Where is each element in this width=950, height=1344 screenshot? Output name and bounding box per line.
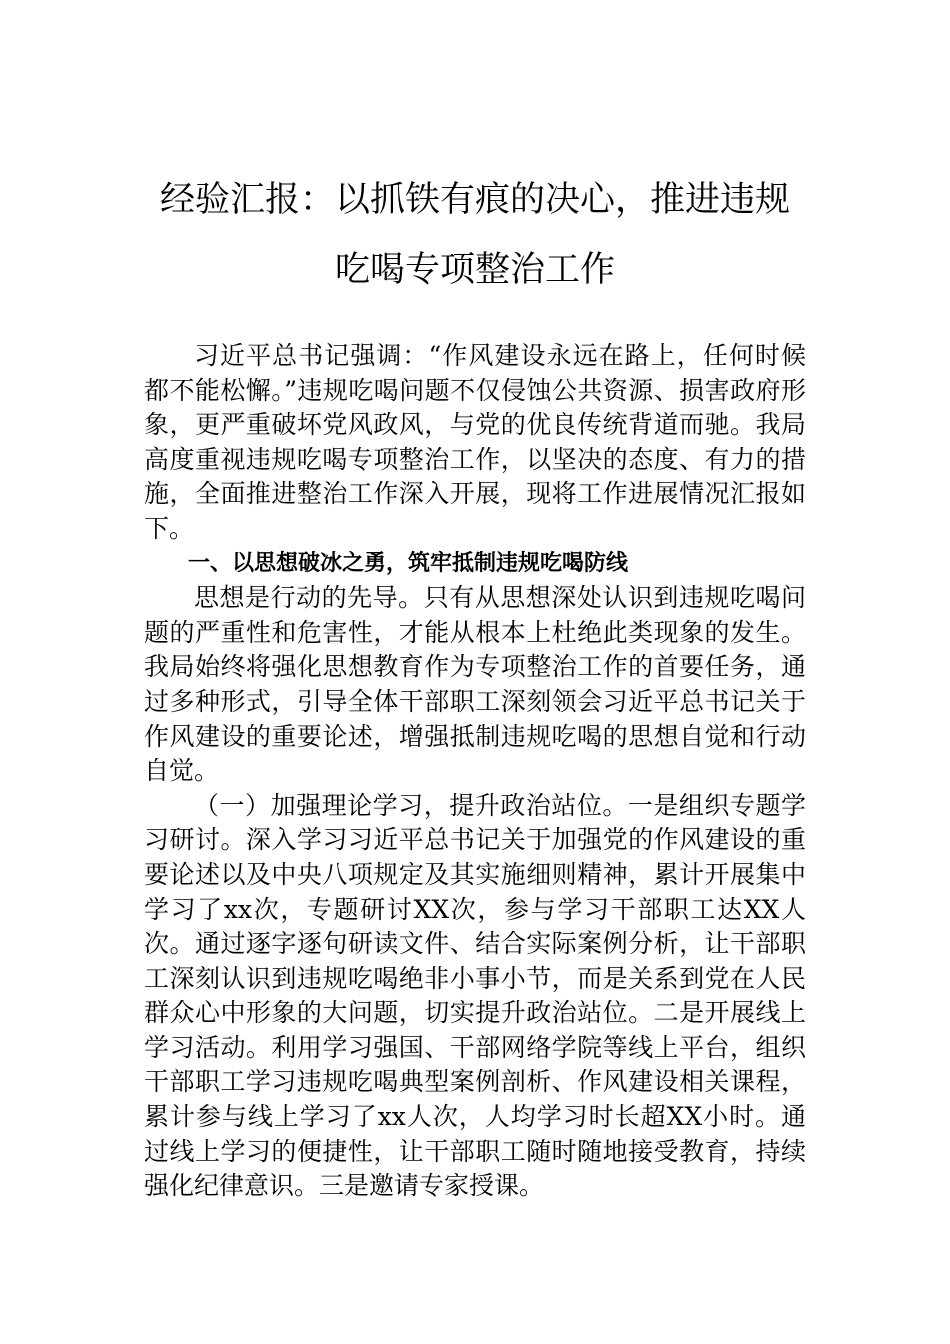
document-title-line-1: 经验汇报：以抓铁有痕的决心，推进违规 [159,180,790,220]
document-title-line-2: 吃喝专项整治工作 [334,250,615,290]
section-heading-1: 一、以思想破冰之勇，筑牢抵制违规吃喝防线 [188,550,629,576]
section-1-paragraph: 思想是行动的先导。只有从思想深处认识到违规吃喝问题的严重性和危害性，才能从根本上杜绝此类现象的发生。我局始终将强化思想教育作为专项整治工作的首要任务，通过多种形式，引导全体干部职工深刻领会习近平总书记关于作风建设的重要论述，增强抵制违规吃喝的思想自觉和行动自觉。 [144,583,806,786]
document-body [144,339,806,1204]
intro-paragraph: 习近平总书记强调：“作风建设永远在路上，任何时候都不能松懈。”违规吃喝问题不仅侵蚀公共资源、损害政府形象，更严重破坏党风政风，与党的优良传统背道而驰。我局高度重视违规吃喝专项整治工作，以坚决的态度、有力的措施，全面推进整治工作深入开展，现将工作进展情况汇报如下。 [144,341,806,543]
subsection-1-paragraph: （一）加强理论学习，提升政治站位。一是组织专题学习研讨。深入学习习近平总书记关于加强党的作风建设的重要论述以及中央八项规定及其实施细则精神，累计开展集中学习了xx次，专题研讨XX次，参与学习干部职工达XX人次。通过逐字逐句研读文件、结合实际案例分析，让干部职工深刻认识到违规吃喝绝非小事小节，而是关系到党在人民群众心中形象的大问题，切实提升政治站位。二是开展线上学习活动。利用学习强国、干部网络学院等线上平台，组织干部职工学习违规吃喝典型案例剖析、作风建设相关课程，累计参与线上学习了xx人次，人均学习时长超XX小时。通过线上学习的便捷性，让干部职工随时随地接受教育，持续强化纪律意识。三是邀请专家授课。 [144,790,806,1201]
